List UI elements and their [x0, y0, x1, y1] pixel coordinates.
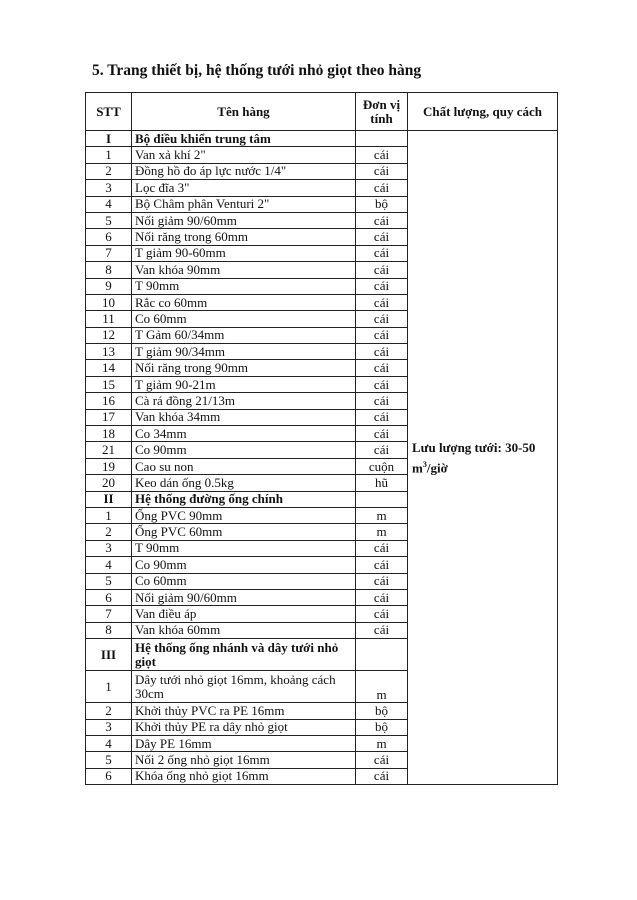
- item-number: 4: [86, 557, 132, 573]
- section-name: Hệ thống đường ống chính: [132, 491, 356, 507]
- header-row: [86, 93, 558, 131]
- quality-unit-base: m: [412, 460, 423, 476]
- item-unit: cái: [356, 229, 408, 245]
- item-unit: m: [356, 524, 408, 540]
- item-name: Rắc co 60mm: [132, 294, 356, 310]
- section-title: 5. Trang thiết bị, hệ thống tưới nhỏ giọt theo hàng: [92, 62, 422, 79]
- item-unit: cái: [356, 557, 408, 573]
- item-unit: cái: [356, 752, 408, 768]
- item-number: 4: [86, 196, 132, 212]
- item-unit: cái: [356, 212, 408, 228]
- item-number: 21: [86, 442, 132, 458]
- item-unit: cái: [356, 409, 408, 425]
- item-name: Ống PVC 90mm: [132, 507, 356, 523]
- item-name: Keo dán ống 0.5kg: [132, 475, 356, 491]
- item-name: Co 90mm: [132, 442, 356, 458]
- item-number: 8: [86, 262, 132, 278]
- section-unit: [356, 639, 408, 671]
- section-number: II: [86, 491, 132, 507]
- item-number: 16: [86, 393, 132, 409]
- item-number: 6: [86, 229, 132, 245]
- item-name: Nối răng trong 60mm: [132, 229, 356, 245]
- item-number: 2: [86, 524, 132, 540]
- item-unit: m: [356, 671, 408, 703]
- item-number: 4: [86, 735, 132, 751]
- table-body: [86, 131, 558, 785]
- item-name: Van khóa 34mm: [132, 409, 356, 425]
- item-unit: cuộn: [356, 458, 408, 474]
- item-number: 19: [86, 458, 132, 474]
- item-number: 15: [86, 376, 132, 392]
- item-name: Co 34mm: [132, 426, 356, 442]
- item-name: Dây PE 16mm: [132, 735, 356, 751]
- item-unit: cái: [356, 180, 408, 196]
- section-unit: [356, 131, 408, 147]
- item-unit: cái: [356, 163, 408, 179]
- item-number: 1: [86, 671, 132, 703]
- header-name: Tên hàng: [132, 93, 356, 131]
- item-name: Bộ Châm phân Venturi 2": [132, 196, 356, 212]
- header-stt: STT: [86, 93, 132, 131]
- quality-spec: [408, 131, 558, 785]
- item-number: 5: [86, 212, 132, 228]
- item-name: Van điều áp: [132, 606, 356, 622]
- item-name: T giảm 90-60mm: [132, 245, 356, 261]
- item-name: Van xả khí 2": [132, 147, 356, 163]
- item-name: Nối giảm 90/60mm: [132, 212, 356, 228]
- item-unit: cái: [356, 426, 408, 442]
- item-unit: cái: [356, 393, 408, 409]
- item-number: 2: [86, 703, 132, 719]
- item-number: 6: [86, 768, 132, 784]
- item-name: Dây tưới nhỏ giọt 16mm, khoảng cách 30cm: [132, 671, 356, 703]
- item-unit: cái: [356, 573, 408, 589]
- item-number: 20: [86, 475, 132, 491]
- item-number: 3: [86, 719, 132, 735]
- item-number: 7: [86, 245, 132, 261]
- item-unit: bộ: [356, 196, 408, 212]
- item-number: 11: [86, 311, 132, 327]
- item-number: 9: [86, 278, 132, 294]
- item-unit: cái: [356, 589, 408, 605]
- item-name: Van khóa 90mm: [132, 262, 356, 278]
- item-name: Đồng hồ đo áp lực nước 1/4": [132, 163, 356, 179]
- item-unit: cái: [356, 442, 408, 458]
- item-unit: cái: [356, 245, 408, 261]
- section-number: III: [86, 639, 132, 671]
- section-unit: [356, 491, 408, 507]
- item-unit: cái: [356, 311, 408, 327]
- item-name: T giảm 90/34mm: [132, 344, 356, 360]
- item-name: Cà rá đồng 21/13m: [132, 393, 356, 409]
- item-unit: cái: [356, 622, 408, 638]
- item-number: 17: [86, 409, 132, 425]
- item-number: 6: [86, 589, 132, 605]
- item-name: Cao su non: [132, 458, 356, 474]
- item-name: Co 90mm: [132, 557, 356, 573]
- item-name: Van khóa 60mm: [132, 622, 356, 638]
- item-unit: cái: [356, 360, 408, 376]
- item-name: Lọc đĩa 3": [132, 180, 356, 196]
- item-unit: hũ: [356, 475, 408, 491]
- quality-text: Lưu lượng tưới: 30-50: [412, 439, 536, 455]
- item-name: Khởi thủy PVC ra PE 16mm: [132, 703, 356, 719]
- item-name: T 90mm: [132, 540, 356, 556]
- item-name: Ống PVC 60mm: [132, 524, 356, 540]
- item-name: Khóa ống nhỏ giọt 16mm: [132, 768, 356, 784]
- item-unit: cái: [356, 262, 408, 278]
- quality-unit-exponent: 3: [422, 459, 427, 469]
- item-name: T Gảm 60/34mm: [132, 327, 356, 343]
- item-unit: cái: [356, 768, 408, 784]
- item-number: 10: [86, 294, 132, 310]
- item-number: 18: [86, 426, 132, 442]
- section-name: Bộ điều khiển trung tâm: [132, 131, 356, 147]
- item-name: Co 60mm: [132, 311, 356, 327]
- header-quality: Chất lượng, quy cách: [408, 93, 558, 131]
- item-name: Nối răng trong 90mm: [132, 360, 356, 376]
- item-name: Co 60mm: [132, 573, 356, 589]
- item-name: Nối giảm 90/60mm: [132, 589, 356, 605]
- equipment-table: [85, 92, 558, 785]
- item-unit: bộ: [356, 719, 408, 735]
- item-number: 2: [86, 163, 132, 179]
- item-number: 14: [86, 360, 132, 376]
- item-unit: cái: [356, 327, 408, 343]
- item-number: 3: [86, 180, 132, 196]
- item-number: 7: [86, 606, 132, 622]
- item-number: 5: [86, 573, 132, 589]
- header-unit: [356, 93, 408, 131]
- item-unit: cái: [356, 147, 408, 163]
- item-name: T 90mm: [132, 278, 356, 294]
- quality-unit-rest: /giờ: [426, 460, 448, 476]
- item-unit: cái: [356, 606, 408, 622]
- item-number: 1: [86, 147, 132, 163]
- item-number: 8: [86, 622, 132, 638]
- header-unit-line2: tính: [370, 110, 393, 126]
- item-number: 12: [86, 327, 132, 343]
- section-name: Hệ thống ống nhánh và dây tưới nhỏ giọt: [132, 639, 356, 671]
- item-unit: cái: [356, 540, 408, 556]
- item-unit: cái: [356, 344, 408, 360]
- item-unit: m: [356, 735, 408, 751]
- item-number: 5: [86, 752, 132, 768]
- item-number: 13: [86, 344, 132, 360]
- item-number: 1: [86, 507, 132, 523]
- header-unit-line1: Đơn vị: [362, 96, 401, 112]
- item-unit: m: [356, 507, 408, 523]
- item-name: T giảm 90-21m: [132, 376, 356, 392]
- item-unit: cái: [356, 278, 408, 294]
- item-name: Nối 2 ống nhỏ giọt 16mm: [132, 752, 356, 768]
- section-number: I: [86, 131, 132, 147]
- item-number: 3: [86, 540, 132, 556]
- item-unit: bộ: [356, 703, 408, 719]
- item-name: Khởi thủy PE ra dây nhỏ giọt: [132, 719, 356, 735]
- item-unit: cái: [356, 294, 408, 310]
- item-unit: cái: [356, 376, 408, 392]
- section-row: [86, 131, 558, 147]
